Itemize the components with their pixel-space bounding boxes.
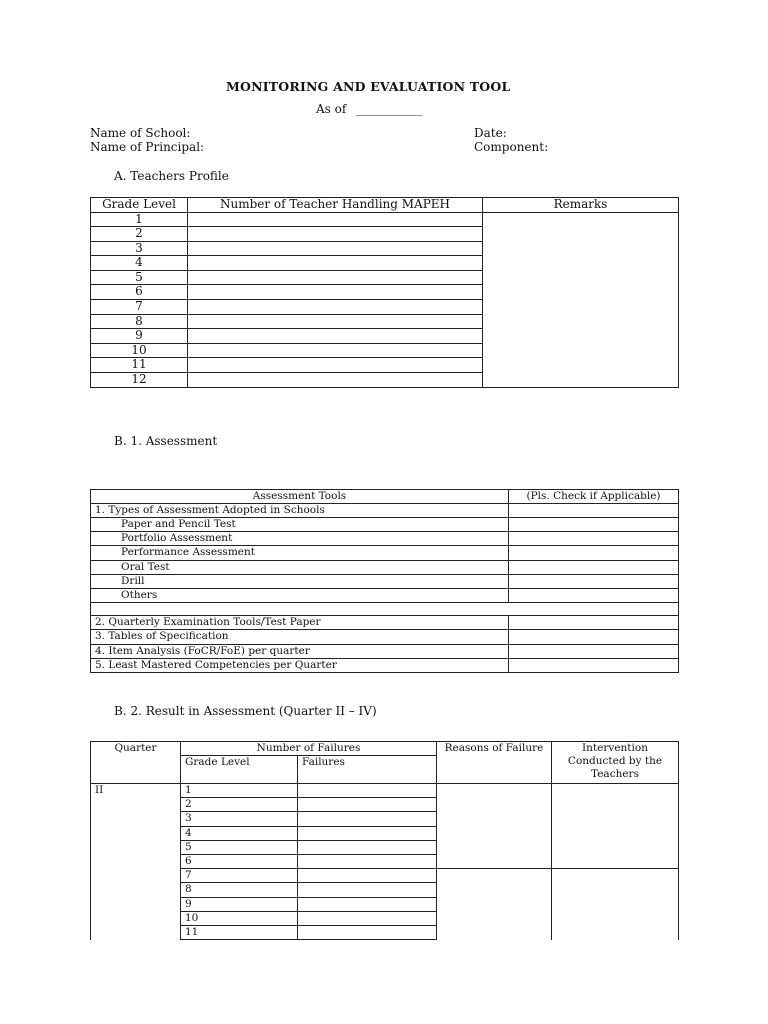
assessment-type-label: Portfolio Assessment: [91, 532, 509, 546]
assessment-tools-table: [90, 489, 679, 673]
failures-cell[interactable]: [298, 840, 437, 854]
section-b1-heading: B. 1. Assessment: [114, 434, 218, 448]
teacher-count-cell[interactable]: [188, 329, 483, 344]
grade-level-cell: 4: [91, 256, 188, 271]
col-assessment-tools: Assessment Tools: [91, 490, 509, 504]
grade-level-cell: 4: [181, 826, 298, 840]
check-cell[interactable]: [509, 532, 679, 546]
spacer-row: [91, 603, 679, 616]
as-of-text: As of: [316, 102, 347, 116]
grade-level-cell: 11: [91, 358, 188, 373]
check-cell[interactable]: [509, 546, 679, 560]
table-header-row: [91, 198, 679, 213]
types-group-title: 1. Types of Assessment Adopted in Schools: [91, 504, 509, 518]
teacher-count-cell[interactable]: [188, 373, 483, 388]
failures-cell[interactable]: [298, 826, 437, 840]
check-cell[interactable]: [509, 574, 679, 588]
table-row: [91, 546, 679, 560]
col-reasons-of-failure: Reasons of Failure: [437, 742, 552, 784]
col-quarter: Quarter: [91, 742, 181, 756]
check-cell[interactable]: [509, 560, 679, 574]
failures-cell[interactable]: [298, 925, 437, 939]
col-number-of-failures: Number of Failures: [181, 742, 437, 756]
check-cell[interactable]: [509, 644, 679, 658]
teacher-count-cell[interactable]: [188, 212, 483, 227]
check-cell[interactable]: [509, 616, 679, 630]
table-row: [91, 630, 679, 644]
section-a-heading: A. Teachers Profile: [114, 169, 229, 183]
assessment-item-label: 4. Item Analysis (FoCR/FoE) per quarter: [91, 644, 509, 658]
col-intervention: Intervention Conducted by the Teachers: [552, 742, 679, 784]
table-row: [91, 504, 679, 518]
check-cell[interactable]: [509, 504, 679, 518]
teacher-count-cell[interactable]: [188, 285, 483, 300]
teacher-count-cell[interactable]: [188, 270, 483, 285]
table-header-row: [91, 490, 679, 504]
table-row: [91, 784, 679, 798]
col-grade-level: Grade Level: [181, 756, 298, 784]
school-label: Name of School:: [90, 126, 191, 140]
grade-level-cell: 8: [91, 314, 188, 329]
grade-level-cell: 9: [181, 897, 298, 911]
table-row: [91, 658, 679, 672]
col-number-of-teachers: Number of Teacher Handling MAPEH: [188, 198, 483, 213]
quarter-header-blank: [91, 756, 181, 784]
grade-level-cell: 10: [91, 343, 188, 358]
col-check-applicable: (Pls. Check if Applicable): [509, 490, 679, 504]
check-cell[interactable]: [509, 630, 679, 644]
check-cell[interactable]: [509, 518, 679, 532]
teacher-count-cell[interactable]: [188, 300, 483, 315]
failures-cell[interactable]: [298, 812, 437, 826]
col-failures: Failures: [298, 756, 437, 784]
grade-level-cell: 11: [181, 925, 298, 939]
assessment-item-label: 2. Quarterly Examination Tools/Test Paper: [91, 616, 509, 630]
assessment-type-label: Performance Assessment: [91, 546, 509, 560]
grade-level-cell: 3: [181, 812, 298, 826]
failures-cell[interactable]: [298, 784, 437, 798]
table-row: [91, 644, 679, 658]
failures-cell[interactable]: [298, 883, 437, 897]
table-row: [91, 574, 679, 588]
failures-cell[interactable]: [298, 911, 437, 925]
grade-level-cell: 10: [181, 911, 298, 925]
check-cell[interactable]: [509, 658, 679, 672]
check-cell[interactable]: [509, 588, 679, 602]
assessment-type-label: Others: [91, 588, 509, 602]
grade-level-cell: 3: [91, 241, 188, 256]
page-title: MONITORING AND EVALUATION TOOL: [226, 79, 511, 94]
grade-level-cell: 6: [181, 854, 298, 868]
grade-level-cell: 7: [181, 869, 298, 883]
table-row: [91, 518, 679, 532]
table-row: [91, 616, 679, 630]
reasons-cell[interactable]: [437, 869, 552, 940]
assessment-type-label: Drill: [91, 574, 509, 588]
grade-level-cell: 5: [91, 270, 188, 285]
failures-cell[interactable]: [298, 897, 437, 911]
principal-label: Name of Principal:: [90, 140, 205, 154]
assessment-type-label: Paper and Pencil Test: [91, 518, 509, 532]
table-row: [91, 588, 679, 602]
teacher-count-cell[interactable]: [188, 358, 483, 373]
assessment-results-table: [90, 741, 679, 940]
teacher-count-cell[interactable]: [188, 241, 483, 256]
intervention-cell[interactable]: [552, 784, 679, 869]
assessment-item-label: 5. Least Mastered Competencies per Quarter: [91, 658, 509, 672]
grade-level-cell: 9: [91, 329, 188, 344]
teacher-count-cell[interactable]: [188, 227, 483, 242]
date-label: Date:: [474, 126, 507, 140]
as-of-label: [316, 102, 422, 116]
col-remarks: Remarks: [483, 198, 679, 213]
grade-level-cell: 5: [181, 840, 298, 854]
teacher-count-cell[interactable]: [188, 343, 483, 358]
grade-level-cell: 8: [181, 883, 298, 897]
col-grade-level: Grade Level: [91, 198, 188, 213]
grade-level-cell: 6: [91, 285, 188, 300]
failures-cell[interactable]: [298, 869, 437, 883]
section-b2-heading: B. 2. Result in Assessment (Quarter II – IV): [114, 704, 377, 718]
teachers-profile-table: [90, 197, 679, 388]
table-row: [91, 532, 679, 546]
remarks-cell[interactable]: [483, 212, 679, 387]
quarter-cell: II: [91, 784, 181, 940]
assessment-item-label: 3. Tables of Specification: [91, 630, 509, 644]
intervention-cell[interactable]: [552, 869, 679, 940]
grade-level-cell: 2: [181, 798, 298, 812]
grade-level-cell: 2: [91, 227, 188, 242]
as-of-blank[interactable]: ___________: [356, 102, 423, 116]
spacer-cell: [91, 603, 679, 616]
reasons-cell[interactable]: [437, 784, 552, 869]
teacher-count-cell[interactable]: [188, 256, 483, 271]
table-row: [91, 560, 679, 574]
failures-cell[interactable]: [298, 798, 437, 812]
grade-level-cell: 1: [181, 784, 298, 798]
assessment-type-label: Oral Test: [91, 560, 509, 574]
table-header-row: [91, 742, 679, 756]
component-label: Component:: [474, 140, 549, 154]
failures-cell[interactable]: [298, 854, 437, 868]
grade-level-cell: 1: [91, 212, 188, 227]
grade-level-cell: 7: [91, 300, 188, 315]
teacher-count-cell[interactable]: [188, 314, 483, 329]
grade-level-cell: 12: [91, 373, 188, 388]
table-row: [91, 212, 679, 227]
